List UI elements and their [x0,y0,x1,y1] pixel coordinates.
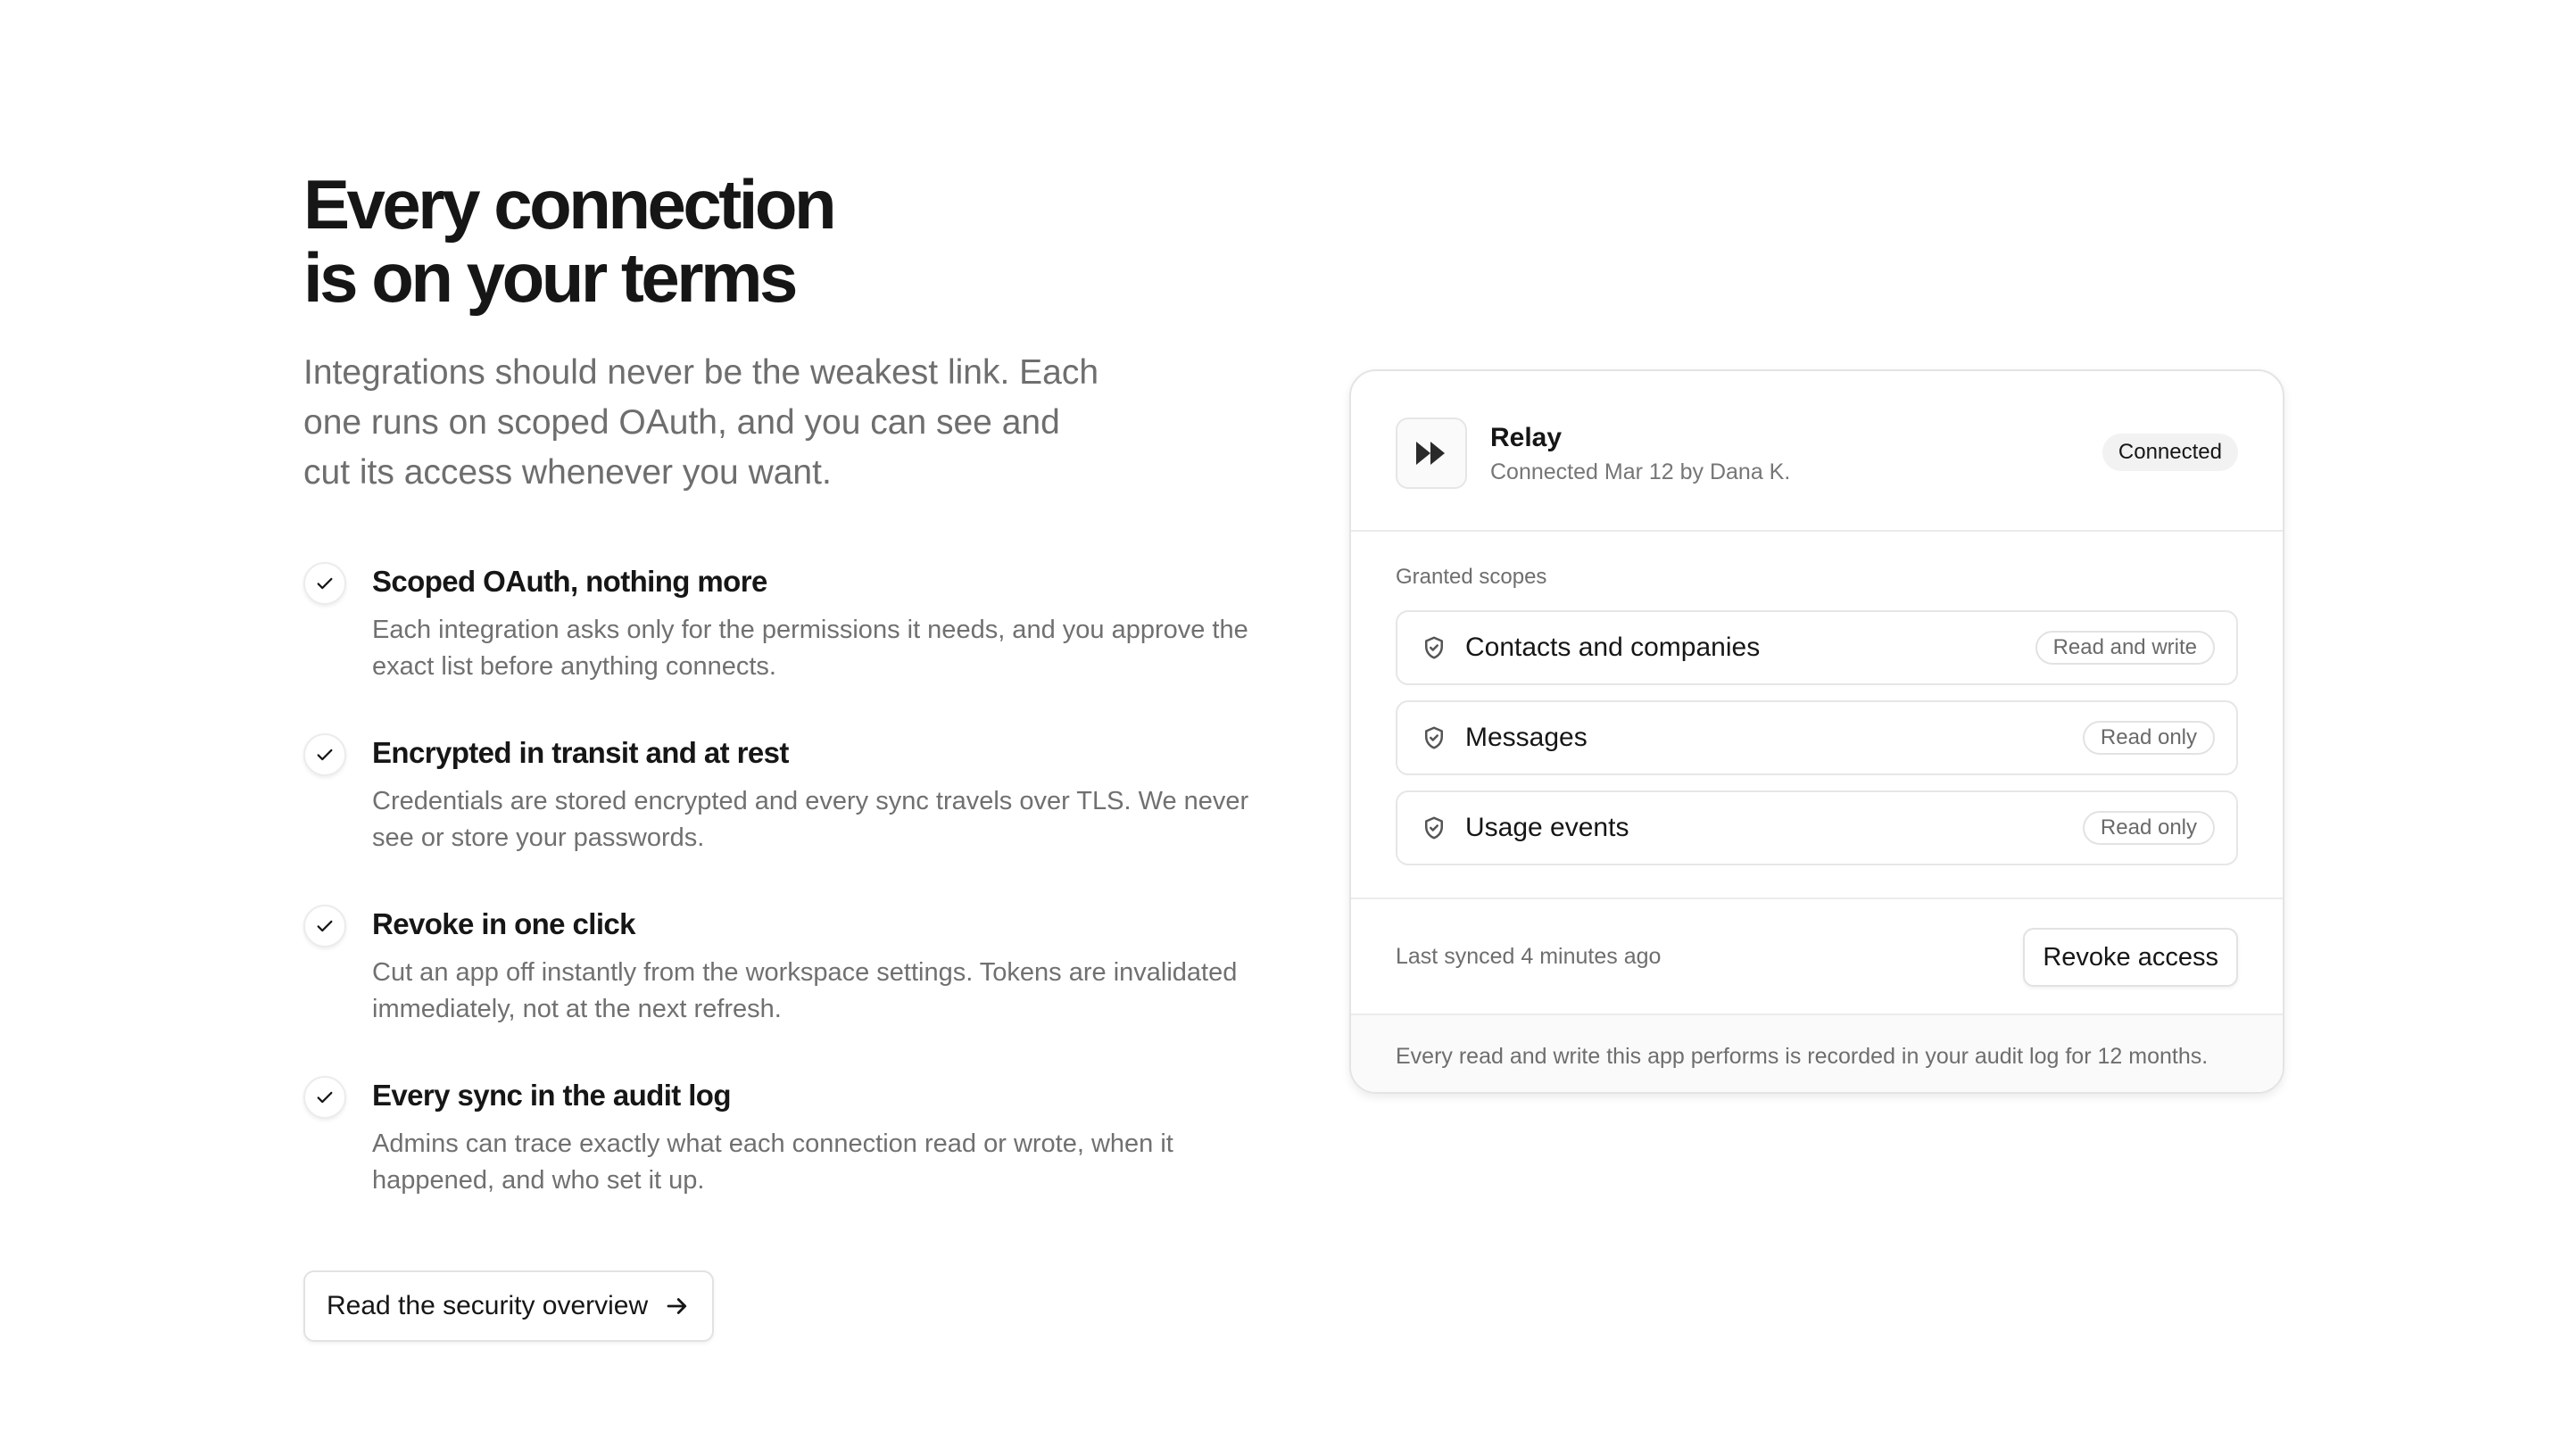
title-line-2: is on your terms [303,238,795,317]
feature-description: Admins can trace exactly what each connection read or wrote, when it happened, and who set it up. [372,1129,1173,1195]
shield-icon [1421,724,1447,751]
arrow-right-icon [664,1293,691,1320]
check-icon [303,562,346,605]
status-badge: Connected [2102,434,2238,471]
feature-item [303,1076,1267,1199]
security-overview-label: Read the security overview [327,1291,649,1320]
feature-list [303,562,1267,1199]
scopes-label: Granted scopes [1396,565,1547,589]
scopes-section [1351,532,2283,899]
scope-row [1396,700,2238,775]
feature-description: Cut an app off instantly from the workspace settings. Tokens are invalidated immediately, not at the next refresh. [372,958,1238,1023]
feature-description: Each integration asks only for the permissions it needs, and you approve the exact list before anything connects. [372,616,1248,681]
integration-card [1349,369,2284,1094]
check-icon [303,905,346,947]
scope-name: Usage events [1465,813,1629,842]
app-name: Relay [1490,423,1563,452]
check-icon [303,733,346,776]
hero-section [303,165,1267,1342]
scope-access-badge: Read and write [2035,631,2215,665]
feature-item [303,905,1267,1028]
feature-item [303,733,1267,856]
feature-item [303,562,1267,685]
app-connection-meta: Connected Mar 12 by Dana K. [1490,459,1791,484]
shield-icon [1421,634,1447,661]
scope-access-badge: Read only [2083,811,2215,845]
scope-row [1396,610,2238,685]
feature-title: Scoped OAuth, nothing more [372,565,767,598]
feature-title: Encrypted in transit and at rest [372,736,789,769]
last-synced-text: Last synced 4 minutes ago [1396,944,1662,969]
scope-name: Messages [1465,723,1588,752]
card-header [1351,371,2283,532]
revoke-access-button[interactable]: Revoke access [2023,928,2238,987]
shield-icon [1421,815,1447,841]
feature-title: Revoke in one click [372,907,635,940]
fast-forward-icon [1396,418,1467,489]
page-title [303,165,1267,317]
scope-name: Contacts and companies [1465,633,1761,662]
check-icon [303,1076,346,1119]
card-footer [1351,899,2283,1015]
audit-log-note: Every read and write this app performs is recorded in your audit log for 12 months. [1351,1015,2283,1094]
feature-title: Every sync in the audit log [372,1079,731,1112]
lead-paragraph: Integrations should never be the weakest link. Each one runs on scoped OAuth, and you can see and cut its access whenever you want. [303,353,1099,492]
scope-access-badge: Read only [2083,721,2215,755]
scope-list [1396,610,2238,865]
title-line-1: Every connection [303,165,834,244]
scope-row [1396,790,2238,865]
security-overview-button[interactable] [303,1270,714,1342]
feature-description: Credentials are stored encrypted and every sync travels over TLS. We never see or store your passwords. [372,787,1249,852]
